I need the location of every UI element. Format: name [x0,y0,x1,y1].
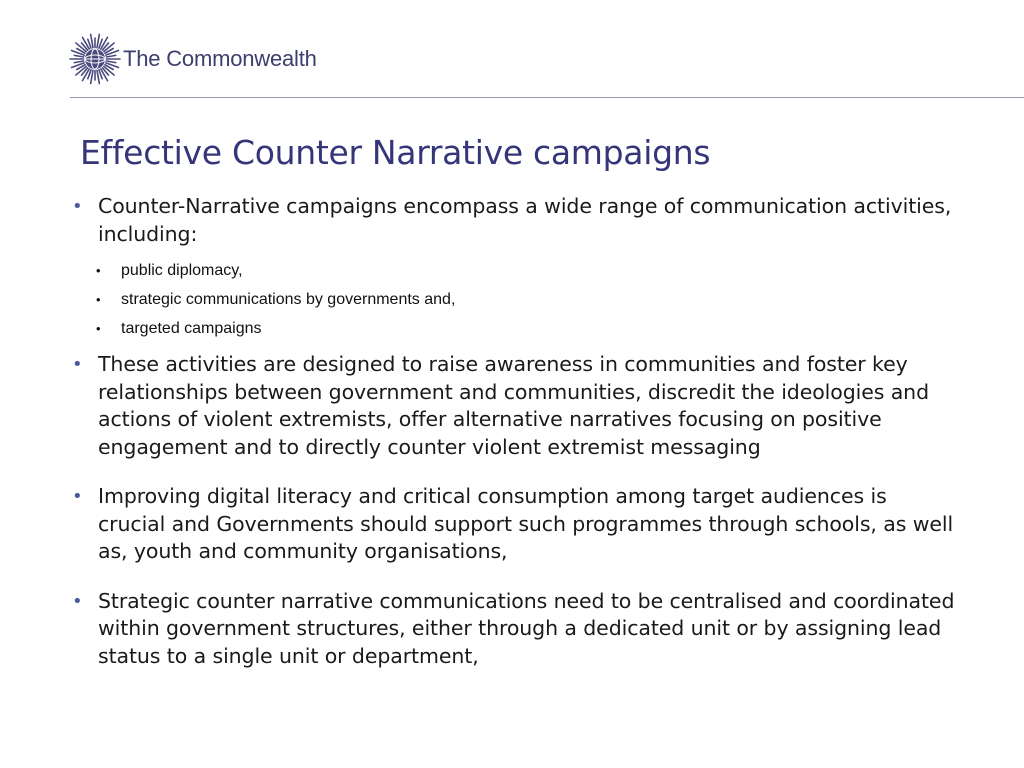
sub-bullet-list [70,256,960,343]
bullet-list [70,193,960,670]
commonwealth-logo [69,33,317,85]
sub-bullet-item: • targeted campaigns [70,314,960,343]
bullet-item: • These activities are designed to raise awareness in communities and foster key relationships between government and communities, discredit the ideologies and actions of violent extremists, offer alternative narratives focusing on positive engagement and to directly counter violent extremist messaging [70,351,960,461]
header-divider [70,97,1024,98]
sub-bullet-item: • public diplomacy, [70,256,960,285]
slide-header [0,0,1024,97]
slide-body [70,193,960,670]
commonwealth-globe-logo-icon [69,33,121,85]
sub-bullet-item: • strategic communications by governments and, [70,285,960,314]
slide-title: Effective Counter Narrative campaigns [80,133,711,172]
brand-name: The Commonwealth [123,46,317,71]
sub-bullet-group [70,256,960,343]
bullet-item: • Improving digital literacy and critical consumption among target audiences is crucial and Governments should support such programmes through schools, as well as, youth and community organisations, [70,483,960,566]
bullet-item: • Strategic counter narrative communications need to be centralised and coordinated within government structures, either through a dedicated unit or by assigning lead status to a single unit or department, [70,588,960,671]
bullet-item: • Counter-Narrative campaigns encompass a wide range of communication activities, including: [70,193,960,248]
